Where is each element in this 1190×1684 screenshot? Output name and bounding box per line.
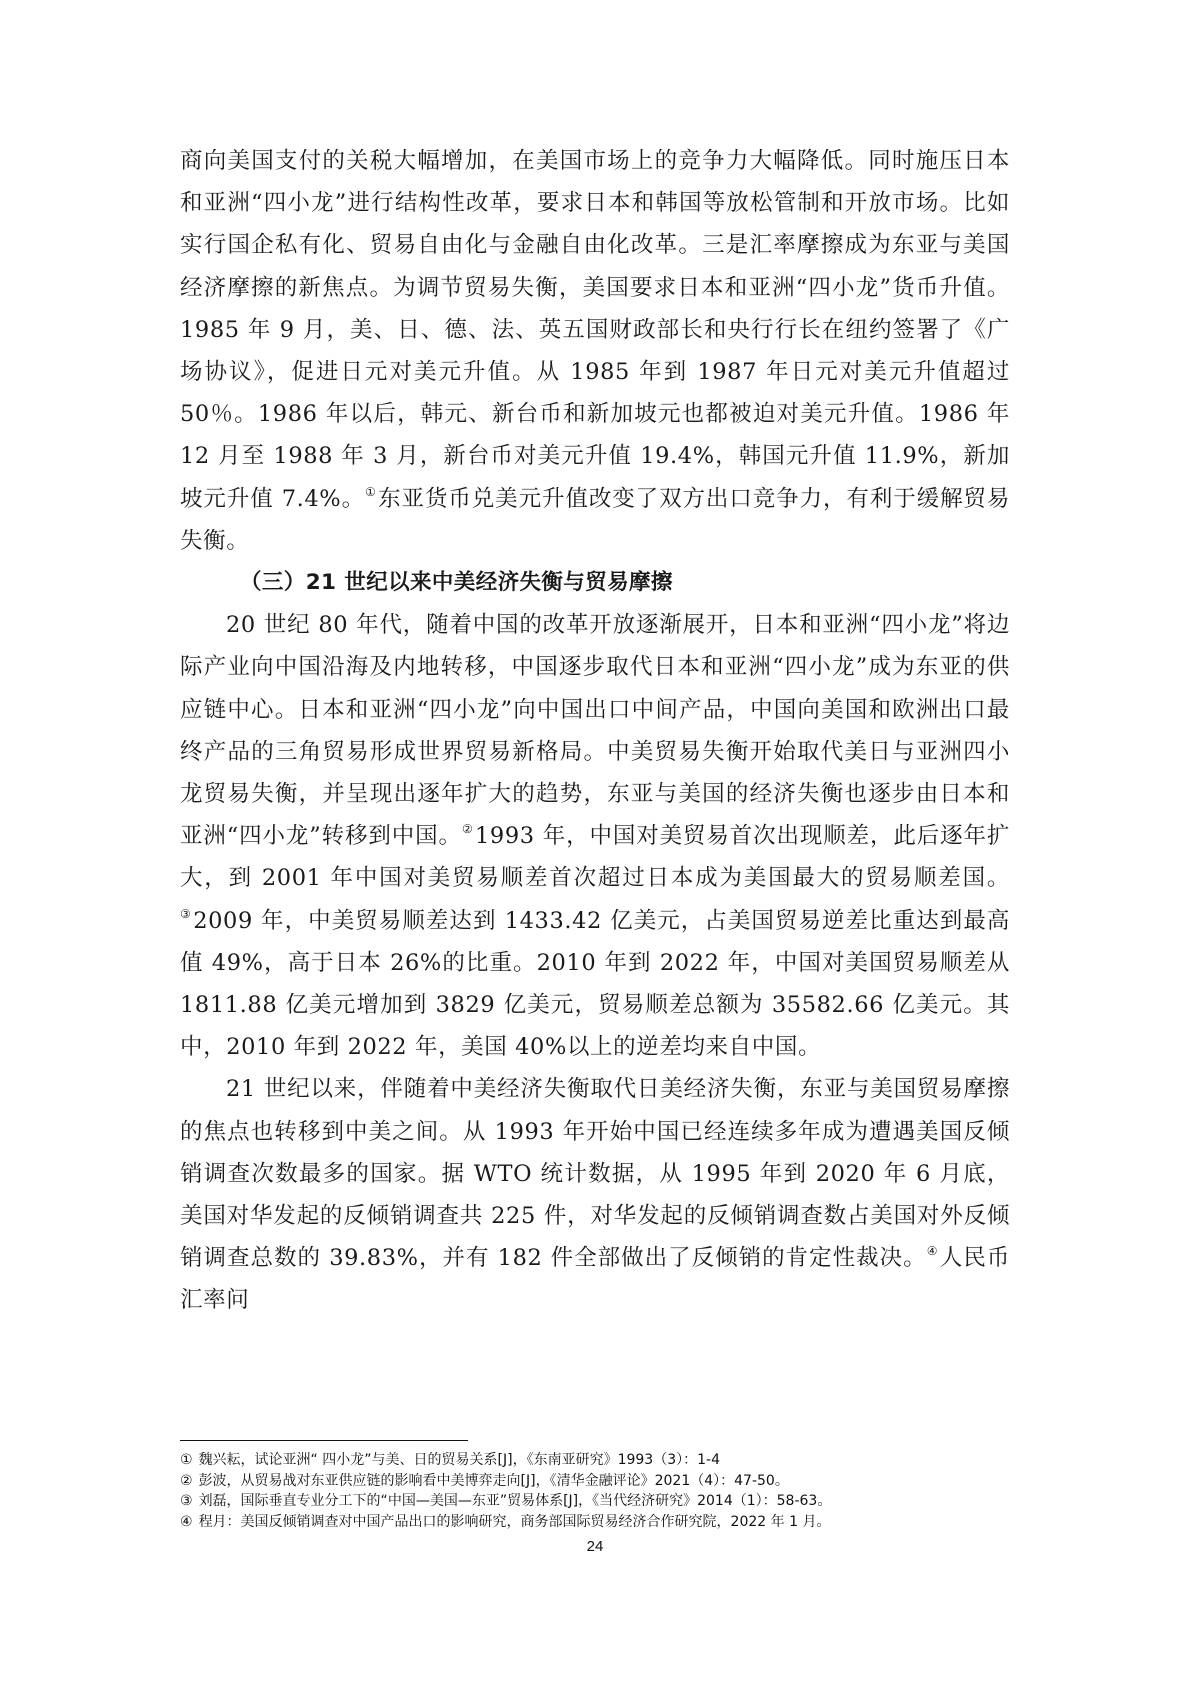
footnote-4 xyxy=(180,1512,1020,1533)
footnote-ref-2[interactable]: ② xyxy=(461,822,473,837)
page-number: 24 xyxy=(586,1538,604,1555)
footnote-marker: ② xyxy=(180,1472,193,1489)
footnote-text: 彭波，从贸易战对东亚供应链的影响看中美博弈走向[J]，《清华金融评论》2021（4）：47-50。 xyxy=(198,1472,789,1489)
footnote-marker: ① xyxy=(180,1452,193,1468)
paragraph-1-tail: 东亚货币兑美元升值改变了双方出口竞争力，有利于缓解贸易失衡。 xyxy=(180,485,1010,554)
section-heading: （三）21 世纪以来中美经济失衡与贸易摩擦 xyxy=(240,570,673,596)
paragraph-2-text-c: 2009 年，中美贸易顺差达到 1433.42 亿美元，占美国贸易逆差比重达到最高值 49%，高于日本 26%的比重。2010 年到 2022 年，中国对美国贸易顺差从 1811.88 亿美元增加到 3829 亿美元，贸易顺差总额为 35582.66 亿美元。其中，2010 年到 2022 年，美国 40%以上的逆差均来自中国。 xyxy=(180,907,1010,1061)
paragraph-1-text: 商向美国支付的关税大幅增加，在美国市场上的竞争力大幅降低。同时施压日本和亚洲“四小龙”进行结构性改革，要求日本和韩国等放松管制和开放市场。比如实行国企私有化、贸易自由化与金融自由化改革。三是汇率摩擦成为东亚与美国经济摩擦的新焦点。为调节贸易失衡，美国要求日本和亚洲“四小龙”货币升值。1985 年 9 月，美、日、德、法、英五国财政部长和央行行长在纽约签署了《广场协议》，促进日元对美元升值。从 1985 年到 1987 年日元对美元升值超过 50％。1986 年以后，韩元、新台币和新加坡元也都被迫对美元升值。1986 年 12 月至 1988 年 3 月，新台币对美元升值 19.4%，韩国元升值 11.9%，新加坡元升值 7.4%。 xyxy=(180,148,1010,512)
footnote-text: 魏兴耘，试论亚洲“ 四小龙”与美、日的贸易关系[J]，《东南亚研究》1993（3）：1-4 xyxy=(198,1452,720,1468)
footnote-separator xyxy=(180,1440,468,1441)
footnote-2 xyxy=(180,1471,1020,1492)
footnote-marker: ④ xyxy=(180,1513,193,1530)
footnote-marker: ③ xyxy=(180,1493,193,1509)
footnotes xyxy=(180,1450,1020,1532)
footnote-text: 程月：美国反倾销调查对中国产品出口的影响研究，商务部国际贸易经济合作研究院，2022 年 1 月。 xyxy=(198,1513,831,1530)
footnote-ref-4[interactable]: ④ xyxy=(926,1244,938,1259)
body-text xyxy=(180,140,1010,1322)
paragraph-3 xyxy=(180,1068,1010,1321)
paragraph-1 xyxy=(180,140,1010,562)
paragraph-3-text-b: 人民币汇率问 xyxy=(180,1245,1010,1314)
footnote-text: 刘磊，国际垂直专业分工下的“中国—美国—东亚”贸易体系[J]，《当代经济研究》2014（1）：58-63。 xyxy=(198,1493,832,1509)
footnote-ref-3[interactable]: ③ xyxy=(180,906,192,921)
paragraph-3-text-a: 21 世纪以来，伴随着中美经济失衡取代日美经济失衡，东亚与美国贸易摩擦的焦点也转移到中美之间。从 1993 年开始中国已经连续多年成为遭遇美国反倾销调查次数最多的国家。据 WTO 统计数据，从 1995 年到 2020 年 6 月底，美国对华发起的反倾销调查共 225 件，对华发起的反倾销调查数占美国对外反倾销调查总数的 39.83%，并有 182 件全部做出了反倾销的肯定性裁决。 xyxy=(180,1076,1010,1272)
paragraph-2-text-b: 1993 年，中国对美贸易首次出现顺差，此后逐年扩大，到 2001 年中国对美贸易顺差首次超过日本成为美国最大的贸易顺差国。 xyxy=(180,823,1011,892)
footnote-ref-1[interactable]: ① xyxy=(365,484,377,499)
paragraph-2 xyxy=(180,604,1010,1068)
paragraph-2-text-a: 20 世纪 80 年代，随着中国的改革开放逐渐展开，日本和亚洲“四小龙”将边际产业向中国沿海及内地转移，中国逐步取代日本和亚洲“四小龙”成为东亚的供应链中心。日本和亚洲“四小龙”向中国出口中间产品，中国向美国和欧洲出口最终产品的三角贸易形成世界贸易新格局。中美贸易失衡开始取代美日与亚洲四小龙贸易失衡，并呈现出逐年扩大的趋势，东亚与美国的经济失衡也逐步由日本和亚洲“四小龙”转移到中国。 xyxy=(180,612,1010,850)
footnote-1 xyxy=(180,1450,1020,1471)
footnote-3 xyxy=(180,1491,1020,1512)
